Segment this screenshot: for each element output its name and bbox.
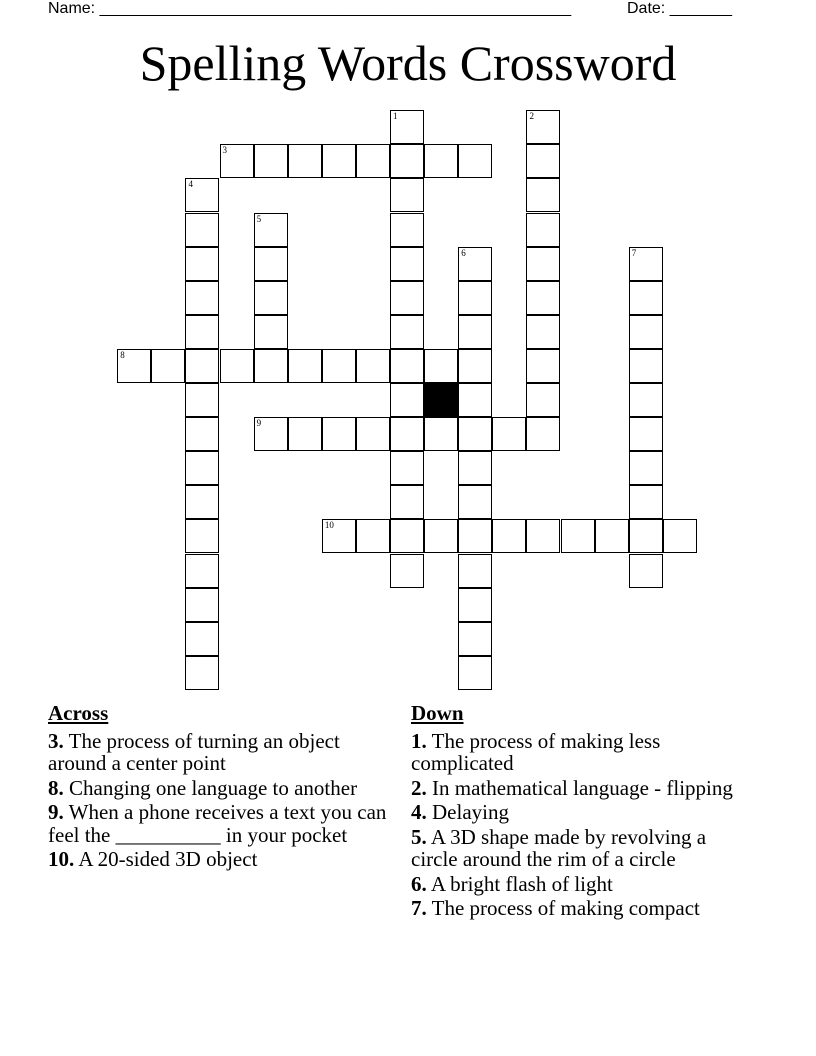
grid-cell[interactable] — [458, 144, 492, 178]
grid-cell[interactable] — [390, 247, 424, 281]
clue-number: 5 — [256, 213, 262, 224]
clue-number: 4 — [188, 179, 193, 190]
grid-cell[interactable] — [629, 383, 663, 417]
clue-text: A 3D shape made by revolving a circle around the rim of a circle — [411, 824, 707, 871]
grid-cell[interactable] — [629, 349, 663, 383]
grid-cell[interactable] — [458, 281, 492, 315]
grid-cell[interactable] — [458, 485, 492, 519]
down-clues — [411, 702, 751, 922]
grid-cell[interactable] — [526, 383, 560, 417]
clue-number: 10 — [324, 520, 334, 531]
grid-cell[interactable] — [595, 519, 629, 553]
clue-text: The process of turning an object around a center point — [48, 728, 340, 775]
clue-number: 9 — [256, 418, 262, 429]
grid-cell[interactable] — [185, 485, 219, 519]
clue-number-label: 3. — [48, 728, 64, 753]
grid-cell[interactable] — [390, 554, 424, 588]
grid-cell[interactable] — [254, 349, 288, 383]
grid-cell[interactable] — [561, 519, 595, 553]
grid-cell[interactable] — [185, 178, 219, 212]
across-clue — [48, 801, 400, 846]
grid-cell[interactable] — [185, 349, 219, 383]
grid-cell[interactable] — [390, 349, 424, 383]
grid-cell[interactable] — [458, 247, 492, 281]
grid-cell[interactable] — [526, 519, 560, 553]
grid-cell[interactable] — [390, 178, 424, 212]
grid-cell[interactable] — [424, 349, 458, 383]
grid-cell[interactable] — [492, 519, 526, 553]
clue-text: A 20-sided 3D object — [78, 847, 258, 871]
grid-cell[interactable] — [185, 519, 219, 553]
clue-number: 6 — [461, 247, 466, 258]
grid-cell[interactable] — [185, 451, 219, 485]
clue-text: Changing one language to another — [69, 775, 358, 800]
grid-cell[interactable] — [458, 588, 492, 622]
grid-cell[interactable] — [356, 349, 390, 383]
grid-cell[interactable] — [629, 247, 663, 281]
grid-cell[interactable] — [117, 349, 151, 383]
grid-cell[interactable] — [458, 451, 492, 485]
grid-cell[interactable] — [526, 144, 560, 178]
grid-cell[interactable] — [629, 417, 663, 451]
across-clue — [48, 848, 400, 871]
grid-cell[interactable] — [185, 281, 219, 315]
clue-number-label: 2. — [411, 775, 427, 800]
grid-cell[interactable] — [526, 247, 560, 281]
grid-cell[interactable] — [390, 383, 424, 417]
down-clue — [411, 873, 751, 896]
grid-cell[interactable] — [458, 519, 492, 553]
clue-text: When a phone receives a text you can feel the __________ in your pocket — [48, 800, 387, 847]
grid-cell[interactable] — [254, 315, 288, 349]
down-clue-list — [411, 730, 751, 920]
across-clues — [48, 702, 400, 873]
down-clue — [411, 730, 751, 775]
grid-cell[interactable] — [629, 451, 663, 485]
clue-text: The process of making less complicated — [411, 728, 661, 775]
grid-cell[interactable] — [220, 144, 254, 178]
grid-cell[interactable] — [390, 519, 424, 553]
clue-text: The process of making compact — [431, 896, 700, 920]
grid-cell[interactable] — [390, 315, 424, 349]
grid-cell[interactable] — [322, 144, 356, 178]
grid-cell[interactable] — [629, 281, 663, 315]
grid-cell[interactable] — [185, 383, 219, 417]
clue-number-label: 5. — [411, 824, 427, 849]
grid-cell[interactable] — [390, 110, 424, 144]
grid-cell[interactable] — [390, 451, 424, 485]
grid-cell[interactable] — [322, 519, 356, 553]
grid-cell[interactable] — [151, 349, 185, 383]
clue-number: 1 — [393, 111, 398, 122]
clue-number-label: 4. — [411, 800, 427, 824]
grid-cell[interactable] — [458, 349, 492, 383]
grid-cell[interactable] — [526, 110, 560, 144]
grid-cell[interactable] — [424, 519, 458, 553]
grid-cell[interactable] — [458, 622, 492, 656]
clue-number-label: 7. — [411, 896, 427, 920]
clue-number: 7 — [631, 247, 637, 258]
grid-cell[interactable] — [458, 656, 492, 690]
grid-cell[interactable] — [185, 554, 219, 588]
grid-cell[interactable] — [526, 213, 560, 247]
grid-cell[interactable] — [390, 485, 424, 519]
clue-text: Delaying — [432, 800, 509, 824]
grid-cell[interactable] — [629, 554, 663, 588]
grid-cell[interactable] — [254, 417, 288, 451]
date-field-label: Date: _______ — [627, 0, 732, 17]
grid-cell[interactable] — [526, 178, 560, 212]
across-clue-list — [48, 730, 400, 871]
grid-cell[interactable] — [629, 485, 663, 519]
grid-cell[interactable] — [185, 315, 219, 349]
clue-number-label: 9. — [48, 800, 64, 824]
grid-cell[interactable] — [526, 417, 560, 451]
grid-cell[interactable] — [185, 588, 219, 622]
clue-number: 2 — [529, 111, 534, 122]
grid-cell[interactable] — [629, 519, 663, 553]
grid-cell[interactable] — [288, 417, 322, 451]
grid-cell[interactable] — [185, 417, 219, 451]
clue-text: In mathematical language - flipping — [432, 775, 733, 800]
grid-cell[interactable] — [356, 519, 390, 553]
clue-number: 8 — [120, 349, 125, 360]
grid-cell[interactable] — [185, 622, 219, 656]
name-field-label: Name: _____________________________________________________ — [48, 0, 572, 17]
grid-cell[interactable] — [458, 417, 492, 451]
grid-cell[interactable] — [390, 417, 424, 451]
grid-cell[interactable] — [629, 315, 663, 349]
grid-cell[interactable] — [185, 247, 219, 281]
grid-cell[interactable] — [663, 519, 697, 553]
down-clue — [411, 826, 751, 871]
page-title: Spelling Words Crossword — [139, 35, 677, 91]
grid-cell[interactable] — [390, 144, 424, 178]
clue-number-label: 10. — [48, 847, 75, 871]
grid-cell[interactable] — [356, 144, 390, 178]
grid-cell[interactable] — [254, 213, 288, 247]
grid-cell[interactable] — [185, 656, 219, 690]
grid-cell[interactable] — [458, 554, 492, 588]
down-heading: Down — [411, 701, 464, 725]
grid-cell[interactable] — [254, 247, 288, 281]
across-heading: Across — [48, 701, 109, 725]
across-clue — [48, 777, 400, 800]
clue-number-label: 6. — [411, 871, 427, 896]
grid-cell[interactable] — [458, 315, 492, 349]
grid-cell[interactable] — [254, 144, 288, 178]
grid-cell[interactable] — [288, 144, 322, 178]
grid-cell[interactable] — [492, 417, 526, 451]
grid-cell[interactable] — [526, 315, 560, 349]
grid-cell[interactable] — [322, 417, 356, 451]
clue-number-label: 8. — [48, 775, 64, 800]
across-clue — [48, 730, 400, 775]
grid-cell[interactable] — [185, 213, 219, 247]
grid-cell[interactable] — [220, 349, 254, 383]
grid-cell[interactable] — [424, 417, 458, 451]
grid-cell[interactable] — [390, 281, 424, 315]
clue-text: A bright flash of light — [430, 871, 613, 896]
down-clue — [411, 801, 751, 824]
grid-cell[interactable] — [322, 349, 356, 383]
block-cell — [424, 383, 458, 417]
grid-cell[interactable] — [288, 349, 322, 383]
grid-cell[interactable] — [254, 281, 288, 315]
grid-cell[interactable] — [526, 349, 560, 383]
grid-cell[interactable] — [424, 144, 458, 178]
down-clue — [411, 897, 751, 920]
grid-cell[interactable] — [458, 383, 492, 417]
grid-cell[interactable] — [526, 281, 560, 315]
grid-cell[interactable] — [390, 213, 424, 247]
clue-number: 3 — [222, 145, 228, 156]
down-clue — [411, 777, 751, 800]
grid-cell[interactable] — [356, 417, 390, 451]
clue-number-label: 1. — [411, 728, 427, 753]
